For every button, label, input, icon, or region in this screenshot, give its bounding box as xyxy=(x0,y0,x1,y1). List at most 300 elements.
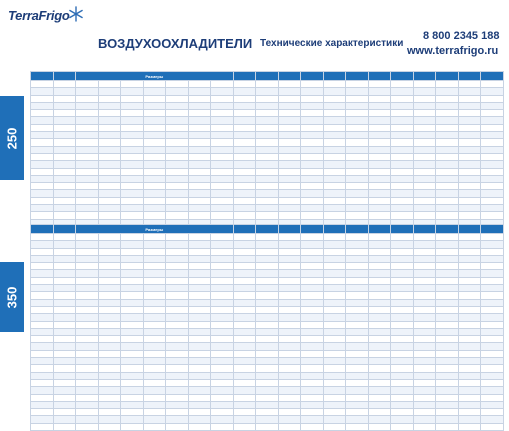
series-tab-350 xyxy=(0,262,24,332)
table-row xyxy=(31,350,504,357)
table-cell xyxy=(31,102,54,109)
table-cell xyxy=(436,255,459,262)
table-cell xyxy=(211,379,234,386)
table-cell xyxy=(76,248,99,255)
table-cell xyxy=(31,117,54,124)
table-cell xyxy=(31,336,54,343)
table-cell xyxy=(413,401,436,408)
table-cell xyxy=(143,81,166,88)
table-cell xyxy=(323,285,346,292)
table-cell xyxy=(53,336,76,343)
table-cell xyxy=(413,270,436,277)
table-cell xyxy=(391,365,414,372)
table-cell xyxy=(211,401,234,408)
table-cell xyxy=(458,161,481,168)
table-cell xyxy=(211,292,234,299)
table-cell xyxy=(98,168,121,175)
table-cell xyxy=(323,277,346,284)
table-row xyxy=(31,416,504,423)
table-cell xyxy=(211,234,234,241)
table-cell xyxy=(143,416,166,423)
column-header xyxy=(346,225,369,234)
table-cell xyxy=(481,197,504,204)
table-cell xyxy=(53,88,76,95)
table-cell xyxy=(481,88,504,95)
table-row xyxy=(31,401,504,408)
table-cell xyxy=(368,409,391,416)
table-cell xyxy=(481,277,504,284)
table-cell xyxy=(233,292,256,299)
table-cell xyxy=(166,197,189,204)
table-cell xyxy=(166,132,189,139)
table-cell xyxy=(233,321,256,328)
table-cell xyxy=(121,117,144,124)
table-cell xyxy=(301,387,324,394)
table-cell xyxy=(188,175,211,182)
table-cell xyxy=(233,401,256,408)
table-cell xyxy=(211,270,234,277)
table-cell xyxy=(278,161,301,168)
table-cell xyxy=(368,117,391,124)
table-cell xyxy=(278,212,301,219)
table-cell xyxy=(323,248,346,255)
table-cell xyxy=(458,306,481,313)
table-cell xyxy=(413,161,436,168)
table-cell xyxy=(458,401,481,408)
table-cell xyxy=(278,416,301,423)
table-row xyxy=(31,190,504,197)
table-cell xyxy=(53,365,76,372)
table-cell xyxy=(211,343,234,350)
table-cell xyxy=(368,379,391,386)
table-cell xyxy=(256,95,279,102)
table-cell xyxy=(166,212,189,219)
table-cell xyxy=(391,306,414,313)
table-cell xyxy=(323,321,346,328)
table-row xyxy=(31,132,504,139)
table-cell xyxy=(53,379,76,386)
table-cell xyxy=(413,102,436,109)
table-cell xyxy=(31,409,54,416)
table-cell xyxy=(278,358,301,365)
column-header xyxy=(458,72,481,81)
table-cell xyxy=(436,277,459,284)
table-cell xyxy=(256,124,279,131)
table-cell xyxy=(413,394,436,401)
table-cell xyxy=(391,161,414,168)
table-cell xyxy=(256,81,279,88)
table-cell xyxy=(166,124,189,131)
table-row xyxy=(31,328,504,335)
table-cell xyxy=(458,314,481,321)
table-cell xyxy=(458,416,481,423)
table-cell xyxy=(256,285,279,292)
table-cell xyxy=(391,314,414,321)
table-cell xyxy=(413,139,436,146)
table-cell xyxy=(98,175,121,182)
table-cell xyxy=(481,387,504,394)
column-header xyxy=(391,225,414,234)
table-cell xyxy=(188,321,211,328)
table-cell xyxy=(166,263,189,270)
table-cell xyxy=(391,241,414,248)
table-cell xyxy=(301,234,324,241)
table-cell xyxy=(301,197,324,204)
table-cell xyxy=(188,365,211,372)
table-cell xyxy=(413,387,436,394)
brand-logo xyxy=(8,8,86,48)
table-row xyxy=(31,88,504,95)
table-cell xyxy=(53,401,76,408)
table-cell xyxy=(368,205,391,212)
table-cell xyxy=(121,394,144,401)
table-cell xyxy=(166,416,189,423)
table-cell xyxy=(143,205,166,212)
table-cell xyxy=(346,241,369,248)
table-cell xyxy=(436,183,459,190)
table-row xyxy=(31,205,504,212)
table-cell xyxy=(76,190,99,197)
table-cell xyxy=(391,350,414,357)
table-cell xyxy=(233,365,256,372)
table-cell xyxy=(188,343,211,350)
table-cell xyxy=(166,394,189,401)
table-cell xyxy=(211,365,234,372)
table-row xyxy=(31,124,504,131)
table-cell xyxy=(76,110,99,117)
table-cell xyxy=(301,132,324,139)
table-cell xyxy=(346,336,369,343)
column-header xyxy=(31,225,54,234)
table-cell xyxy=(323,161,346,168)
table-cell xyxy=(233,139,256,146)
column-header xyxy=(436,72,459,81)
table-cell xyxy=(188,328,211,335)
table-cell xyxy=(323,102,346,109)
table-row xyxy=(31,365,504,372)
table-cell xyxy=(211,255,234,262)
table-cell xyxy=(301,153,324,160)
table-cell xyxy=(166,175,189,182)
table-cell xyxy=(436,117,459,124)
table-cell xyxy=(481,161,504,168)
table-cell xyxy=(278,117,301,124)
table-cell xyxy=(278,328,301,335)
table-cell xyxy=(278,365,301,372)
table-cell xyxy=(391,183,414,190)
table-cell xyxy=(76,365,99,372)
table-cell xyxy=(121,343,144,350)
table-cell xyxy=(346,234,369,241)
table-row xyxy=(31,102,504,109)
table-cell xyxy=(233,277,256,284)
table-cell xyxy=(301,190,324,197)
table-cell xyxy=(481,102,504,109)
table-cell xyxy=(31,190,54,197)
table-cell xyxy=(76,350,99,357)
table-cell xyxy=(121,205,144,212)
column-header xyxy=(31,72,54,81)
table-cell xyxy=(368,88,391,95)
table-cell xyxy=(143,132,166,139)
table-cell xyxy=(31,292,54,299)
table-cell xyxy=(211,285,234,292)
table-cell xyxy=(301,336,324,343)
table-cell xyxy=(391,197,414,204)
table-cell xyxy=(301,409,324,416)
table-cell xyxy=(76,132,99,139)
table-cell xyxy=(98,234,121,241)
table-cell xyxy=(188,336,211,343)
table-cell xyxy=(256,241,279,248)
table-cell xyxy=(233,175,256,182)
table-cell xyxy=(31,161,54,168)
table-cell xyxy=(143,175,166,182)
table-cell xyxy=(391,423,414,430)
table-cell xyxy=(76,255,99,262)
table-cell xyxy=(301,277,324,284)
table-cell xyxy=(31,379,54,386)
table-cell xyxy=(481,358,504,365)
table-cell xyxy=(98,197,121,204)
table-cell xyxy=(166,190,189,197)
table-cell xyxy=(211,372,234,379)
table-cell xyxy=(76,88,99,95)
table-cell xyxy=(98,314,121,321)
table-cell xyxy=(323,146,346,153)
table-cell xyxy=(53,161,76,168)
website-link[interactable]: www.terrafrigo.ru xyxy=(407,45,499,57)
table-cell xyxy=(98,248,121,255)
table-cell xyxy=(31,270,54,277)
table-cell xyxy=(143,358,166,365)
table-cell xyxy=(98,241,121,248)
table-cell xyxy=(346,306,369,313)
table-cell xyxy=(166,292,189,299)
table-cell xyxy=(53,117,76,124)
table-cell xyxy=(143,197,166,204)
column-header xyxy=(413,225,436,234)
table-cell xyxy=(98,139,121,146)
table-cell xyxy=(256,372,279,379)
table-cell xyxy=(31,212,54,219)
table-cell xyxy=(256,423,279,430)
table-cell xyxy=(391,292,414,299)
table-cell xyxy=(278,409,301,416)
table-cell xyxy=(98,146,121,153)
table-cell xyxy=(458,292,481,299)
table-cell xyxy=(323,350,346,357)
table-cell xyxy=(233,110,256,117)
table-cell xyxy=(368,212,391,219)
table-cell xyxy=(278,168,301,175)
table-cell xyxy=(301,248,324,255)
table-cell xyxy=(301,394,324,401)
table-cell xyxy=(121,416,144,423)
table-cell xyxy=(301,110,324,117)
table-cell xyxy=(166,153,189,160)
table-cell xyxy=(188,124,211,131)
table-cell xyxy=(143,153,166,160)
table-cell xyxy=(188,153,211,160)
table-cell xyxy=(166,95,189,102)
table-cell xyxy=(121,132,144,139)
table-cell xyxy=(256,102,279,109)
table-cell xyxy=(121,161,144,168)
table-cell xyxy=(188,387,211,394)
table-cell xyxy=(121,139,144,146)
table-cell xyxy=(233,343,256,350)
table-cell xyxy=(278,241,301,248)
table-cell xyxy=(346,102,369,109)
table-cell xyxy=(278,321,301,328)
table-cell xyxy=(368,241,391,248)
table-cell xyxy=(436,314,459,321)
table-cell xyxy=(413,146,436,153)
table-cell xyxy=(346,379,369,386)
table-cell xyxy=(413,183,436,190)
table-cell xyxy=(391,343,414,350)
table-cell xyxy=(166,241,189,248)
table-cell xyxy=(233,124,256,131)
dimensions-group-header: Размеры xyxy=(76,72,234,81)
table-cell xyxy=(121,328,144,335)
table-cell xyxy=(413,255,436,262)
table-cell xyxy=(121,124,144,131)
table-cell xyxy=(76,321,99,328)
table-cell xyxy=(53,394,76,401)
table-cell xyxy=(413,423,436,430)
table-cell xyxy=(368,299,391,306)
table-cell xyxy=(98,102,121,109)
table-cell xyxy=(323,88,346,95)
table-cell xyxy=(211,387,234,394)
table-cell xyxy=(76,161,99,168)
column-header xyxy=(481,225,504,234)
table-cell xyxy=(346,117,369,124)
table-cell xyxy=(143,343,166,350)
table-cell xyxy=(436,350,459,357)
table-cell xyxy=(413,277,436,284)
table-cell xyxy=(413,205,436,212)
table-cell xyxy=(481,306,504,313)
table-cell xyxy=(458,183,481,190)
table-cell xyxy=(233,88,256,95)
table-cell xyxy=(53,277,76,284)
table-cell xyxy=(143,292,166,299)
table-cell xyxy=(481,117,504,124)
table-cell xyxy=(413,306,436,313)
table-cell xyxy=(166,401,189,408)
table-cell xyxy=(481,314,504,321)
table-cell xyxy=(368,263,391,270)
table-cell xyxy=(76,270,99,277)
table-cell xyxy=(346,387,369,394)
table-cell xyxy=(143,255,166,262)
table-cell xyxy=(98,423,121,430)
table-cell xyxy=(256,263,279,270)
table-cell xyxy=(256,248,279,255)
table-cell xyxy=(53,153,76,160)
table-cell xyxy=(31,110,54,117)
table-cell xyxy=(256,88,279,95)
table-cell xyxy=(391,409,414,416)
table-cell xyxy=(121,190,144,197)
table-cell xyxy=(391,205,414,212)
table-cell xyxy=(301,212,324,219)
table-cell xyxy=(278,88,301,95)
table-cell xyxy=(121,102,144,109)
table-cell xyxy=(346,321,369,328)
table-cell xyxy=(481,379,504,386)
table-cell xyxy=(346,343,369,350)
table-cell xyxy=(76,423,99,430)
table-row xyxy=(31,270,504,277)
table-cell xyxy=(143,387,166,394)
table-cell xyxy=(436,190,459,197)
series-tab-250 xyxy=(0,96,24,180)
table-cell xyxy=(121,277,144,284)
table-cell xyxy=(346,372,369,379)
table-cell xyxy=(413,132,436,139)
table-cell xyxy=(323,372,346,379)
table-cell xyxy=(98,270,121,277)
table-cell xyxy=(211,336,234,343)
table-cell xyxy=(481,175,504,182)
table-cell xyxy=(143,88,166,95)
table-cell xyxy=(481,255,504,262)
table-cell xyxy=(436,372,459,379)
table-cell xyxy=(98,205,121,212)
table-cell xyxy=(278,190,301,197)
table-cell xyxy=(188,277,211,284)
table-cell xyxy=(143,285,166,292)
table-cell xyxy=(346,263,369,270)
table-cell xyxy=(346,205,369,212)
table-cell xyxy=(346,416,369,423)
table-cell xyxy=(323,394,346,401)
table-cell xyxy=(53,372,76,379)
table-cell xyxy=(458,241,481,248)
table-cell xyxy=(211,314,234,321)
table-cell xyxy=(98,336,121,343)
table-header-row xyxy=(31,72,504,81)
table-cell xyxy=(436,387,459,394)
table-cell xyxy=(98,365,121,372)
table-cell xyxy=(413,190,436,197)
table-cell xyxy=(436,234,459,241)
table-cell xyxy=(211,161,234,168)
table-cell xyxy=(278,175,301,182)
table-cell xyxy=(121,379,144,386)
table-cell xyxy=(458,372,481,379)
table-cell xyxy=(31,328,54,335)
table-cell xyxy=(391,372,414,379)
table-cell xyxy=(188,255,211,262)
table-cell xyxy=(98,394,121,401)
table-cell xyxy=(458,394,481,401)
table-cell xyxy=(278,292,301,299)
table-cell xyxy=(76,336,99,343)
table-cell xyxy=(458,175,481,182)
table-cell xyxy=(458,270,481,277)
table-cell xyxy=(166,146,189,153)
table-cell xyxy=(98,299,121,306)
table-cell xyxy=(31,365,54,372)
table-cell xyxy=(76,183,99,190)
table-cell xyxy=(31,306,54,313)
column-header xyxy=(391,72,414,81)
